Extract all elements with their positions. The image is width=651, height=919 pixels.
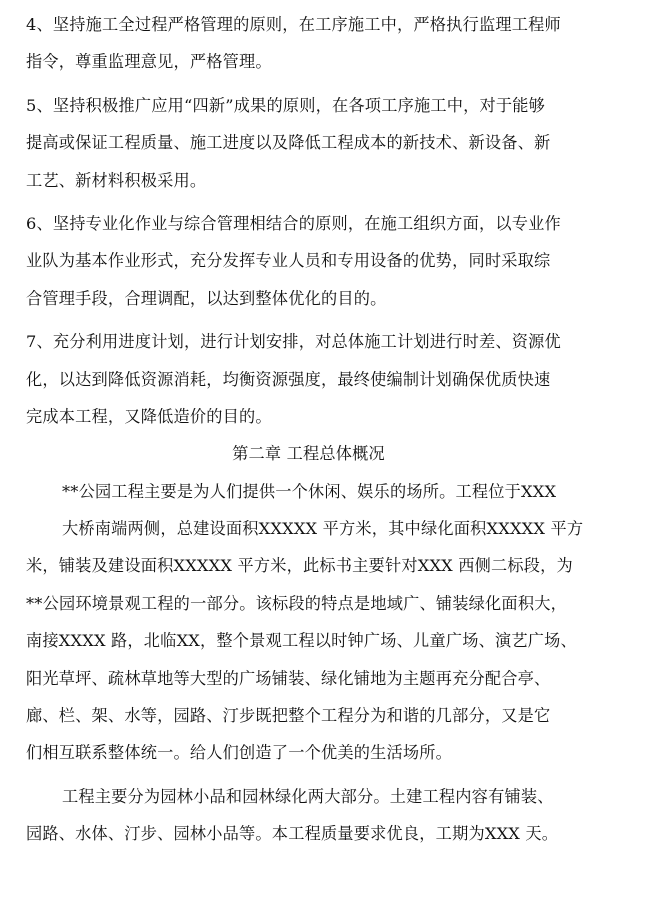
text-line: 园路、水体、汀步、园林小品等。本工程质量要求优良，工期为XXX 天。 [26, 824, 559, 844]
text-line: 7、充分利用进度计划，进行计划安排，对总体施工计划进行时差、资源优 [26, 332, 561, 352]
text-line: 业队为基本作业形式，充分发挥专业人员和专用设备的优势，同时采取综 [26, 251, 551, 271]
text-line: 完成本工程，又降低造价的目的。 [26, 406, 272, 426]
text-line: 阳光草坪、疏林草地等大型的广场铺装、绿化铺地为主题再充分配合亭、 [26, 668, 551, 688]
text-line: 提高或保证工程质量、施工进度以及降低工程成本的新技术、新设备、新 [26, 133, 551, 153]
text-line: 南接XXXX 路，北临XX，整个景观工程以时钟广场、儿童广场、演艺广场、 [26, 631, 577, 651]
text-line: **公园环境景观工程的一部分。该标段的特点是地域广、铺装绿化面积大， [26, 593, 567, 613]
text-line: **公园工程主要是为人们提供一个休闲、娱乐的场所。工程位于XXX [62, 481, 557, 501]
chapter-heading: 第二章 工程总体概况 [232, 444, 385, 464]
text-line: 合管理手段，合理调配，以达到整体优化的目的。 [26, 288, 387, 308]
principle-7 [26, 323, 631, 435]
text-line: 指令，尊重监理意见，严格管理。 [26, 52, 272, 72]
principle-6 [26, 205, 631, 317]
scope-paragraph [26, 778, 631, 853]
text-line: 工程主要分为园林小品和园林绿化两大部分。土建工程内容有铺装、 [62, 786, 554, 806]
text-line: 6、坚持专业化作业与综合管理相结合的原则，在施工组织方面，以专业作 [26, 213, 561, 233]
text-line: 米，铺装及建设面积XXXXX 平方米，此标书主要针对XXX 西侧二标段，为 [26, 556, 573, 576]
overview-paragraph [26, 473, 631, 772]
text-line: 化，以达到降低资源消耗，均衡资源强度，最终使编制计划确保优质快速 [26, 369, 551, 389]
principle-4 [26, 6, 631, 81]
text-line: 廊、栏、架、水等，园路、汀步既把整个工程分为和谐的几部分，又是它 [26, 706, 551, 726]
text-line: 4、坚持施工全过程严格管理的原则，在工序施工中，严格执行监理工程师 [26, 15, 561, 34]
text-line: 大桥南端两侧，总建设面积XXXXX 平方米，其中绿化面积XXXXX 平方 [62, 519, 584, 539]
text-line: 们相互联系整体统一。给人们创造了一个优美的生活场所。 [26, 743, 453, 763]
text-line: 5、坚持积极推广应用“四新”成果的原则，在各项工序施工中，对于能够 [26, 95, 546, 115]
principle-5 [26, 87, 631, 199]
text-line: 工艺、新材料积极采用。 [26, 170, 207, 190]
